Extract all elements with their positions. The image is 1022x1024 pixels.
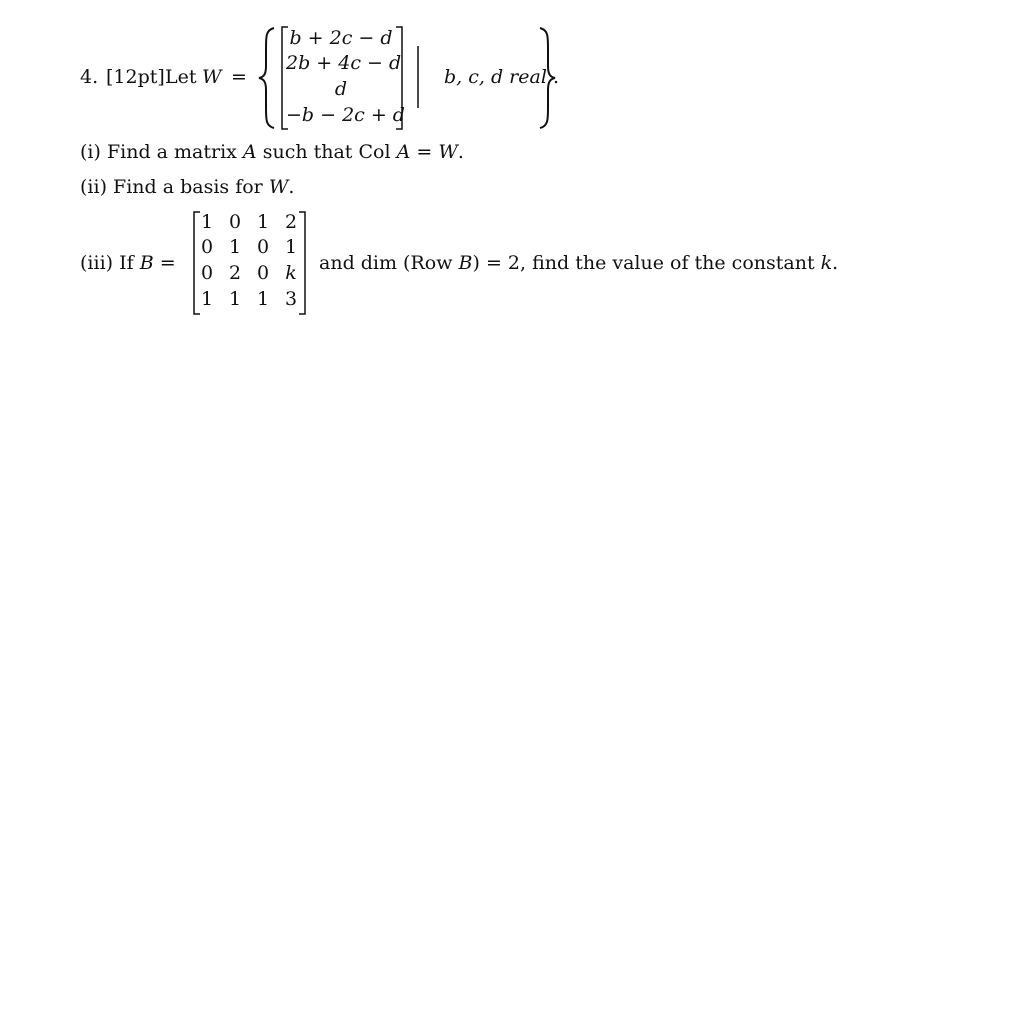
matrix-b-cell: 0 bbox=[200, 262, 214, 284]
part-i-var-w: W bbox=[438, 141, 458, 163]
matrix-b-cell: 1 bbox=[284, 236, 298, 258]
part-ii-var-w: W bbox=[268, 176, 289, 198]
part-iii-var-k: k bbox=[820, 252, 833, 274]
header-period: . bbox=[553, 66, 560, 88]
vector-right-bracket bbox=[394, 26, 404, 130]
matrix-b-cell: 1 bbox=[200, 288, 214, 310]
matrix-b-cell: 1 bbox=[228, 236, 242, 258]
part-ii-text: Find a basis for bbox=[113, 176, 263, 198]
part-iii-period: . bbox=[832, 252, 839, 274]
part-iii-prefix bbox=[80, 252, 176, 274]
left-brace bbox=[256, 26, 278, 130]
part-i-period: . bbox=[457, 141, 464, 163]
vector-entry-3: d bbox=[334, 78, 348, 100]
matrix-b-cell: 0 bbox=[256, 236, 270, 258]
part-i-var-a2: A bbox=[396, 141, 411, 163]
part-iii-equals: = bbox=[159, 252, 176, 274]
part-ii-label: (ii) bbox=[80, 176, 107, 198]
part-ii-period: . bbox=[288, 176, 295, 198]
part-iii-label: (iii) bbox=[80, 252, 114, 274]
vector-entry-1: b + 2c − d bbox=[289, 27, 393, 49]
var-w: W bbox=[202, 66, 222, 88]
problem-points: [12pt] bbox=[106, 66, 165, 88]
matrix-b-cell: k bbox=[285, 262, 297, 284]
part-i bbox=[80, 141, 464, 163]
matrix-b-cell: 2 bbox=[228, 262, 242, 284]
part-iii-text-and: and dim (Row bbox=[319, 252, 453, 274]
let-text: Let bbox=[165, 66, 197, 88]
part-i-equals: = bbox=[416, 141, 433, 163]
part-i-label: (i) bbox=[80, 141, 101, 163]
part-i-text-before: Find a matrix bbox=[106, 141, 237, 163]
equals-sign: = bbox=[231, 66, 247, 88]
matrix-b-cell: 0 bbox=[228, 211, 242, 233]
matrix-b-cell: 3 bbox=[284, 288, 298, 310]
part-iii-text-eq: ) = 2, find the value of the constant bbox=[472, 252, 815, 274]
part-i-var-a: A bbox=[242, 141, 257, 163]
part-iii-suffix bbox=[319, 252, 838, 274]
vector-entry-4: −b − 2c + d bbox=[286, 104, 405, 126]
part-ii bbox=[80, 176, 294, 198]
part-iii-if: If bbox=[119, 252, 134, 274]
matrix-b-cell: 1 bbox=[256, 288, 270, 310]
matrix-b-right-bracket bbox=[297, 211, 307, 315]
matrix-b-cell: 0 bbox=[256, 262, 270, 284]
vector-entry-2: 2b + 4c − d bbox=[286, 52, 402, 74]
part-i-text-mid: such that Col bbox=[262, 141, 391, 163]
matrix-b-cell: 1 bbox=[228, 288, 242, 310]
condition-vars: b, c, d real bbox=[444, 66, 547, 88]
matrix-b-cell: 1 bbox=[256, 211, 270, 233]
matrix-b-cell: 1 bbox=[200, 211, 214, 233]
set-separator-bar bbox=[416, 46, 420, 108]
matrix-b-cell: 0 bbox=[200, 236, 214, 258]
matrix-b-cell: 2 bbox=[284, 211, 298, 233]
problem-number: 4. bbox=[80, 66, 99, 88]
part-iii-var-b2: B bbox=[458, 252, 473, 274]
part-iii-var-b: B bbox=[139, 252, 154, 274]
